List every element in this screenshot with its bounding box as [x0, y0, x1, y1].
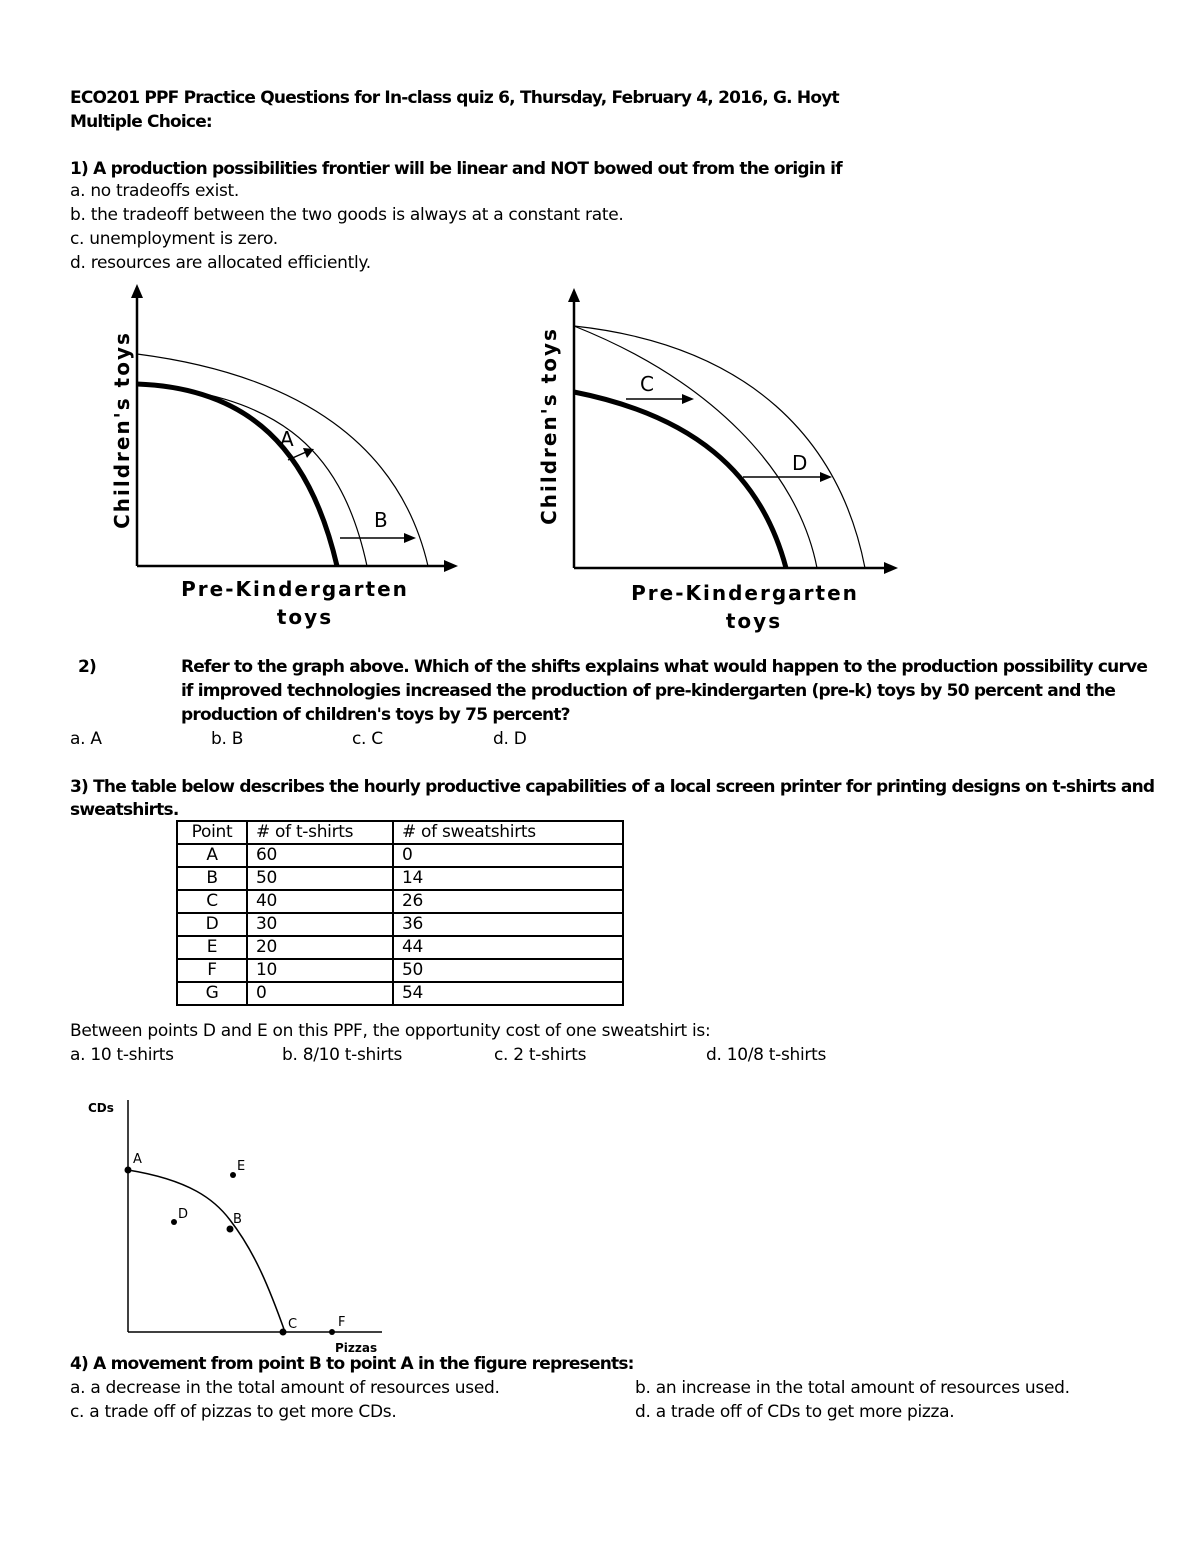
q4-option-d: d. a trade off of CDs to get more pizza. — [635, 1402, 955, 1422]
table-cell: 60 — [247, 844, 393, 867]
q2-stem-line2: if improved technologies increased the production of pre-kindergarten (pre-k) toys by 50 percent and the — [181, 681, 1116, 701]
q3-stem-line1: 3) The table below describes the hourly productive capabilities of a local screen printer for printing designs on t-shirts and — [70, 777, 1155, 797]
x-axis-arrowhead — [884, 562, 898, 574]
table-cell: 0 — [393, 844, 623, 867]
y-axis-label: Children's toys — [537, 327, 561, 525]
table-cell: 14 — [393, 867, 623, 890]
x-axis-label-line2: toys — [725, 609, 783, 633]
point-d-marker — [171, 1219, 177, 1225]
q3-option-b: b. 8/10 t-shirts — [282, 1045, 403, 1065]
ppf-graph-right — [530, 280, 910, 640]
table-row — [177, 913, 623, 936]
table-header-row — [177, 821, 623, 844]
shift-arrowhead-c — [682, 394, 694, 404]
point-c-marker — [280, 1329, 287, 1336]
ppf-curve — [128, 1170, 285, 1332]
point-f-label: F — [338, 1315, 346, 1330]
table-cell: F — [177, 959, 247, 982]
table-cell: 0 — [247, 982, 393, 1005]
document-title: ECO201 PPF Practice Questions for In-class quiz 6, Thursday, February 4, 2016, G. Hoyt — [70, 88, 839, 108]
table-cell: 50 — [393, 959, 623, 982]
q3-stem-line2: sweatshirts. — [70, 800, 179, 820]
ppf-shift-b-curve — [137, 354, 428, 566]
shift-arrowhead-b — [404, 533, 416, 543]
table-row — [177, 890, 623, 913]
ppf-graph-left — [100, 280, 470, 640]
point-a-label: A — [133, 1152, 142, 1167]
point-f-marker — [329, 1329, 335, 1335]
q3-question: Between points D and E on this PPF, the opportunity cost of one sweatshirt is: — [70, 1021, 711, 1041]
table-cell: 26 — [393, 890, 623, 913]
q1-stem: 1) A production possibilities frontier will be linear and NOT bowed out from the origin if — [70, 159, 842, 179]
q1-option-d: d. resources are allocated efficiently. — [70, 253, 371, 273]
table-cell: 10 — [247, 959, 393, 982]
table-cell: 54 — [393, 982, 623, 1005]
q1-option-c: c. unemployment is zero. — [70, 229, 278, 249]
q3-option-a: a. 10 t-shirts — [70, 1045, 174, 1065]
point-d-label: D — [178, 1207, 189, 1222]
q4-option-a: a. a decrease in the total amount of resources used. — [70, 1378, 500, 1398]
table-row — [177, 867, 623, 890]
q2-option-b: b. B — [211, 729, 244, 749]
table-cell: B — [177, 867, 247, 890]
table-cell: 40 — [247, 890, 393, 913]
table-header-cell: Point — [177, 821, 247, 844]
y-axis-label: CDs — [88, 1101, 114, 1115]
ppf-original-curve — [574, 392, 786, 568]
x-axis-label-line1: Pre-Kindergarten — [181, 577, 409, 601]
ppf-figure-cds-pizzas — [80, 1090, 400, 1360]
table-row — [177, 844, 623, 867]
y-axis-arrowhead — [131, 284, 143, 298]
q1-option-b: b. the tradeoff between the two goods is always at a constant rate. — [70, 205, 624, 225]
table-cell: A — [177, 844, 247, 867]
production-table — [176, 820, 624, 1006]
point-e-marker — [230, 1172, 236, 1178]
ppf-shift-c-curve — [574, 326, 817, 568]
table-row — [177, 959, 623, 982]
table-cell: C — [177, 890, 247, 913]
q2-number: 2) — [78, 657, 96, 677]
y-axis-arrowhead — [568, 288, 580, 302]
label-d: D — [792, 451, 808, 475]
q1-option-a: a. no tradeoffs exist. — [70, 181, 240, 201]
table-row — [177, 936, 623, 959]
table-header-cell: # of sweatshirts — [393, 821, 623, 844]
point-e-label: E — [237, 1159, 246, 1174]
q2-stem-line1: Refer to the graph above. Which of the shifts explains what would happen to the production possibility curve — [181, 657, 1148, 677]
point-a-marker — [125, 1167, 132, 1174]
q2-option-a: a. A — [70, 729, 102, 749]
table-cell: 20 — [247, 936, 393, 959]
table-header-cell: # of t-shirts — [247, 821, 393, 844]
q3-option-d: d. 10/8 t-shirts — [706, 1045, 827, 1065]
table-cell: 44 — [393, 936, 623, 959]
table-cell: D — [177, 913, 247, 936]
q2-option-d: d. D — [493, 729, 527, 749]
label-b: B — [374, 508, 388, 532]
y-axis-label: Children's toys — [110, 331, 134, 529]
x-axis-label-line2: toys — [276, 605, 334, 629]
x-axis-arrowhead — [444, 560, 458, 572]
q3-option-c: c. 2 t-shirts — [494, 1045, 587, 1065]
x-axis-label-line1: Pre-Kindergarten — [631, 581, 859, 605]
q4-stem: 4) A movement from point B to point A in the figure represents: — [70, 1354, 634, 1374]
table-cell: 50 — [247, 867, 393, 890]
ppf-shift-a-curve — [137, 384, 367, 566]
table-cell: E — [177, 936, 247, 959]
label-a: A — [280, 427, 294, 451]
point-c-label: C — [288, 1317, 298, 1332]
q2-option-c: c. C — [352, 729, 383, 749]
x-axis-label: Pizzas — [335, 1341, 378, 1355]
q4-option-c: c. a trade off of pizzas to get more CDs. — [70, 1402, 397, 1422]
ppf-original-curve — [137, 384, 337, 566]
label-c: C — [640, 372, 654, 396]
section-heading: Multiple Choice: — [70, 112, 212, 132]
point-b-label: B — [233, 1212, 242, 1227]
ppf-shift-d-curve — [574, 326, 865, 568]
q2-stem-line3: production of children's toys by 75 percent? — [181, 705, 570, 725]
q4-option-b: b. an increase in the total amount of resources used. — [635, 1378, 1070, 1398]
table-cell: 36 — [393, 913, 623, 936]
table-cell: 30 — [247, 913, 393, 936]
table-cell: G — [177, 982, 247, 1005]
table-row — [177, 982, 623, 1005]
